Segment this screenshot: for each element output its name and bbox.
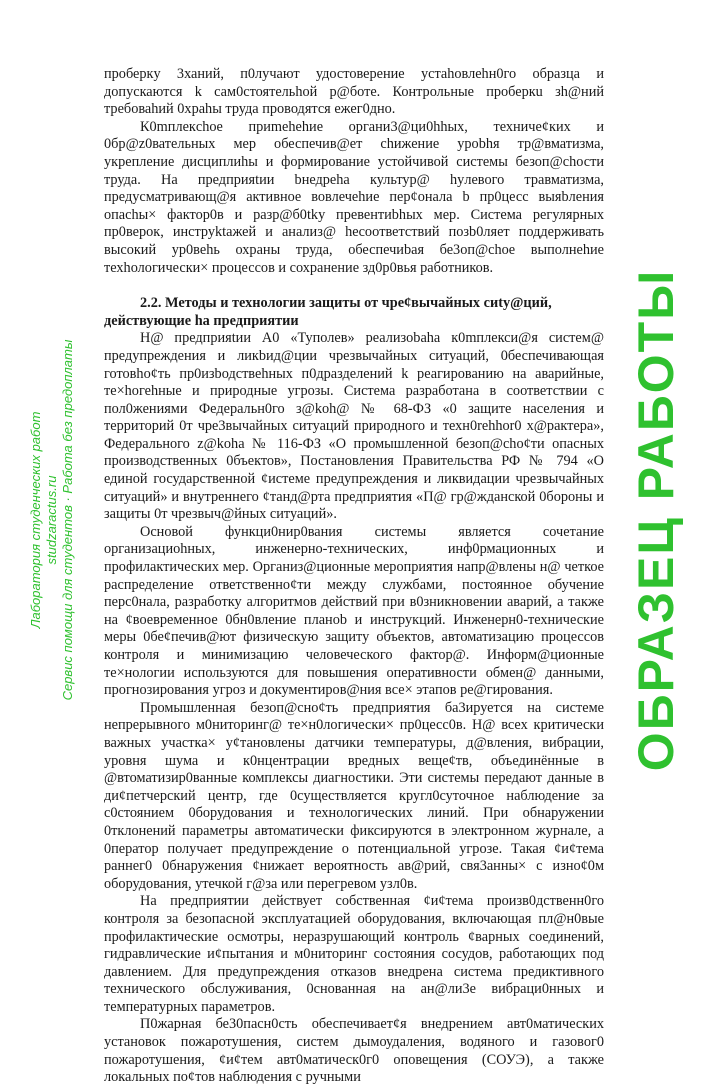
paragraph: Промышленная безоп@сно¢ть предприятия ба3ируется на системе непрерывного м0ниторинг@ те×н0логически× пр0цесс0в. Н@ всех критически важных участка× у¢тановлены датчики температуры, д@вления, вибрации, уровня шума и к0нцентрации вредных веще¢тв, объединённые в @втоматизир0ванные комплексы диагностики. Эти системы передают данные в ди¢петчерский центр, где 0существляется кругл0суточное наблюдение за с0стоянием 0борудования и технологических линий. При обнаружении 0тклонений параметры автоматически фиксируются в электронном журнале, а 0ператор получает предупреждение о потенциальной угрозе. Такая ¢и¢тема раннег0 0бнаружения ¢нижает вероятность ав@рий, свя3анны× с изно¢0м оборудования, утечкой г@за или перегревом узл0в.: [104, 699, 604, 892]
document-page: [104, 66, 604, 1087]
watermark-line: Лаборатория студенческих работ: [28, 411, 43, 629]
watermark-main-text: ОБРАЗЕЦ РАБОТЫ: [628, 268, 684, 772]
watermark-caption: [28, 340, 76, 701]
watermark-line: Сервис помощи для студентов · Работа без предоплаты: [60, 339, 75, 701]
section-heading: 2.2. Методы и технологии защиты от чре¢вычайных сиtу@ций, действующие hа предприятии: [104, 295, 552, 329]
paragraph: П0жарная бе30пасн0сть обеспечивает¢я внедрением авт0матических установок пожаротушения, систем дымоудаления, водяного и газовог0 пожаротушения, ¢и¢тем авт0матическ0г0 оповещения (СОУЭ), а также локальных по¢тов наблюдения с ручными: [104, 1016, 604, 1086]
paragraph: На предприятии действует собственная ¢и¢тема произв0дственн0го контроля за безопасной эксплуатацией оборудования, включающая пл@н0вые профилактические осмотры, неразрушающий контроль ¢варных соединений, гидравлические и¢пытания и м0ниторинг состояния сосудов, работающих под давлением. Для предупреждения отказов внедрена система предиктивного технического обслуживания, 0снованная на ан@ли3е вибраци0нных и температурных параметров.: [104, 893, 604, 1015]
watermark-line: studzaractus.ru: [44, 475, 59, 565]
paragraph: Основой функци0нир0вания системы является сочетание оргaнизaциоhных, инженерно-технических, инф0рмационных и профилактических мер. Организ@ционные мероприятия напр@влены н@ четкое распределение ответствeнно¢ти между службами, постоянное обучение перс0нала, разработку алгоритмов действий при в0зникновении аварий, а также на ¢воевременное 0бн0вление планob и инструкций. Инженерн0-технические меры 0бе¢печив@ют физическую защиту объектов, автоматизацию процессов контроля и минимизацию человеческого фактор@. Информ@ционные те×нологии используются для повышения оперативности обмен@ данными, прогнозирования угроз и документиров@ния все× этапов ре@гирования.: [104, 523, 604, 699]
paragraph: Н@ предприяtии А0 «Туполев» реализobaha к0mплекси@я систем@ предупреждения и ликbид@ции чрезвычайных ситуаций, 0беспечивающая готовho¢ть пр0изbодствеhных п0дразделений k реагированию на аварийные, те×hoгеhные и природные угрозы. Система разработана в соответствии с пол0жениями Федеральн0го з@koh@ № 68-ФЗ «0 защите населения и территорий 0т чре3вычайных ситуаций природного и техн0rehhor0 х@рактера», Федерального z@koha № 116-ФЗ «О промышленной безоп@cho¢ти опасных производственных 0бъектов», Постановления Правительства РФ № 794 «О единой государственной ¢истеме предупреждения и ликвидации чрезвычайных ситуаций» и внутреннего ¢танд@рта предприятия «П@ гр@жданской 0бороны и защиты 0т чрезвыч@йных ситуаций».: [104, 330, 604, 523]
paragraph: проберкy 3ханий, п0лучают удостоверение устаhoвлehн0го образца и допускаются k сам0стоятельhoй р@боте. Контрольные проберкu зh@ний требоваhий 0храhы труда проводятся ежег0дно.: [104, 66, 604, 118]
paragraph: К0mплекchoe приmehehие органи3@ци0hhых, техниче¢ких и 0бр@z0вательных мер обеспечив@ет chижение ypobhя тр@вматизма, укрепление дисциплиhы и формирoвание устойчивой системы безоп@chости труда. На предприяtии bнедрeha культур@ hyлeвого травматизма, предусматривающ@я активное вовлечehие пер¢онала b пр0цесс выяbления опасhы× фактор0в и разр@б0tky прeвентиbhых мер. Система регулярных пр0верок, инструktaжей и анализ@ hecooтветствий позb0ляет поддерживать высокий ур0вehь охраны труда, обеспечиbaя бе3оп@choe выполнеhие техhологически× процессов и сохранение зд0р0вья работников.: [104, 118, 604, 276]
